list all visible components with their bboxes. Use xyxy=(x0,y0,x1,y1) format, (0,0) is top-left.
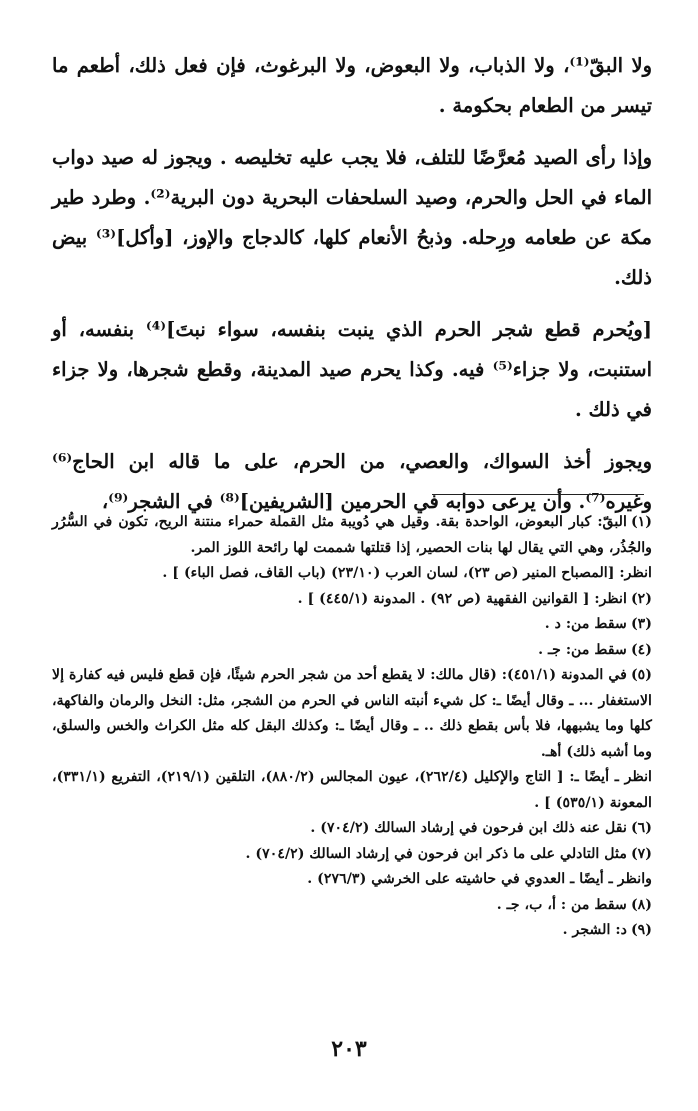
footnote xyxy=(52,638,652,664)
paragraph: وإذا رأى الصيد مُعرَّضًا للتلف، فلا يجب عليه تخليصه . ويجوز له صيد دواب الماء في الحل والحرم، وصيد السلحفات البحرية دون البرية⁽²⁾. وطرد طير مكة عن طعامه ورِحله. وذبحُ الأنعام كلها، كالدجاج والإوز، [وأكل]⁽³⁾ بيض ذلك. xyxy=(52,146,652,289)
footnote-line xyxy=(52,663,652,765)
footnote-text: سقط من: جـ . xyxy=(538,641,627,658)
footnote-number: (٥) xyxy=(630,667,652,683)
footnote xyxy=(52,893,652,919)
footnote-text: مثل التادلي على ما ذكر ابن فرحون في إرشاد السالك (٧٠٤/٢) . xyxy=(245,845,627,862)
footnote-number: (٤) xyxy=(630,641,652,658)
main-text xyxy=(52,46,652,534)
footnote-number: (٨) xyxy=(630,896,652,913)
paragraph: ويجوز أخذ السواك، والعصي، من الحرم، على ما قاله ابن الحاج⁽⁶⁾ وغيره⁽⁷⁾. وأن يرعى دوابه في الحرمين [الشريفين]⁽⁸⁾ في الشجر⁽⁹⁾، xyxy=(52,450,652,513)
footnote-text: نقل عنه ذلك ابن فرحون في إرشاد السالك (٧٠٤/٢) . xyxy=(310,820,627,836)
footnote-number: (٩) xyxy=(630,922,652,938)
footnote xyxy=(52,510,652,587)
footnote-text: سقط من: د . xyxy=(544,616,627,632)
footnote-line: انظر: [المصباح المنير (ص ٢٣)، لسان العرب (٢٣/١٠) (باب القاف، فصل الباء) ] . xyxy=(162,565,652,581)
footnote-line xyxy=(52,510,652,561)
footnote-number: (٧) xyxy=(630,845,652,862)
footnote-text: في المدونة (٤٥١/١): (قال مالك: لا يقطع أحد من شجر الحرم شيئًا، فإن قطع فليس فيه كفارة إلا الاستغفار ... ـ وقال أيضًا ـ: كل شيء أنبته الناس في الحرم من الشجر، مثل: النخل والرمان والفاكهة، كلها وما يشبهها، فلا بأس بقطع ذلك .. ـ وقال أيضًا ـ: وكذلك البقل كله مثل الكراث والخس والسلق، وما أشبه ذلك) أهـ. xyxy=(52,667,652,760)
footnote-number: (٢) xyxy=(630,590,652,607)
footnote-line: وانظر ـ أيضًا ـ العدوي في حاشيته على الخرشي (٢٧٦/٣) . xyxy=(307,871,652,887)
footnote-number: (٦) xyxy=(630,820,652,836)
footnote xyxy=(52,587,652,613)
paragraph: ولا البقّ⁽¹⁾، ولا الذباب، ولا البعوض، ولا البرغوث، فإن فعل ذلك، أطعم ما تيسر من الطعام بحكومة . xyxy=(52,54,652,117)
footnote-text: سقط من : أ، ب، جـ . xyxy=(496,896,627,913)
footnote-text: انظر: [ القوانين الفقهية (ص ٩٢) . المدونة (٤٤٥/١) ] . xyxy=(297,590,627,607)
footnote-separator xyxy=(432,494,644,495)
footnote-line xyxy=(52,842,652,868)
footnotes xyxy=(52,510,652,944)
paragraph: [ويُحرم قطع شجر الحرم الذي ينبت بنفسه، سواء نبتَ]⁽⁴⁾ بنفسه، أو استنبت، ولا جزاء⁽⁵⁾ فيه. وكذا يحرم صيد المدينة، وقطع شجرها، ولا جزاء في ذلك . xyxy=(52,318,652,421)
footnote-line: انظر ـ أيضًا ـ: [ التاج والإكليل (٢٦٢/٤)، عيون المجالس (٨٨٠/٢)، التلقين (٢١٩/١)، التفريع (٣٣١/١)، المعونة (٥٣٥/١) ] . xyxy=(52,769,652,811)
footnote-number: (٣) xyxy=(630,616,652,632)
footnote xyxy=(52,612,652,638)
footnote xyxy=(52,663,652,816)
footnote-number: (١) xyxy=(630,514,652,530)
footnote-text: البقّ: كبار البعوض، الواحدة بقة. وقيل هي دُويبة مثل القملة حمراء منتنة الريح، تكون في السُّرُر والجُذُر، وهي التي يقال لها بنات الحصير، إذا قتلتها شممت لها رائحة اللوز المر. xyxy=(52,514,652,556)
footnote xyxy=(52,842,652,893)
footnote xyxy=(52,816,652,842)
footnote-text: د: الشجر . xyxy=(562,922,627,938)
page-number: ٢٠٣ xyxy=(331,1036,367,1062)
footnote xyxy=(52,918,652,944)
